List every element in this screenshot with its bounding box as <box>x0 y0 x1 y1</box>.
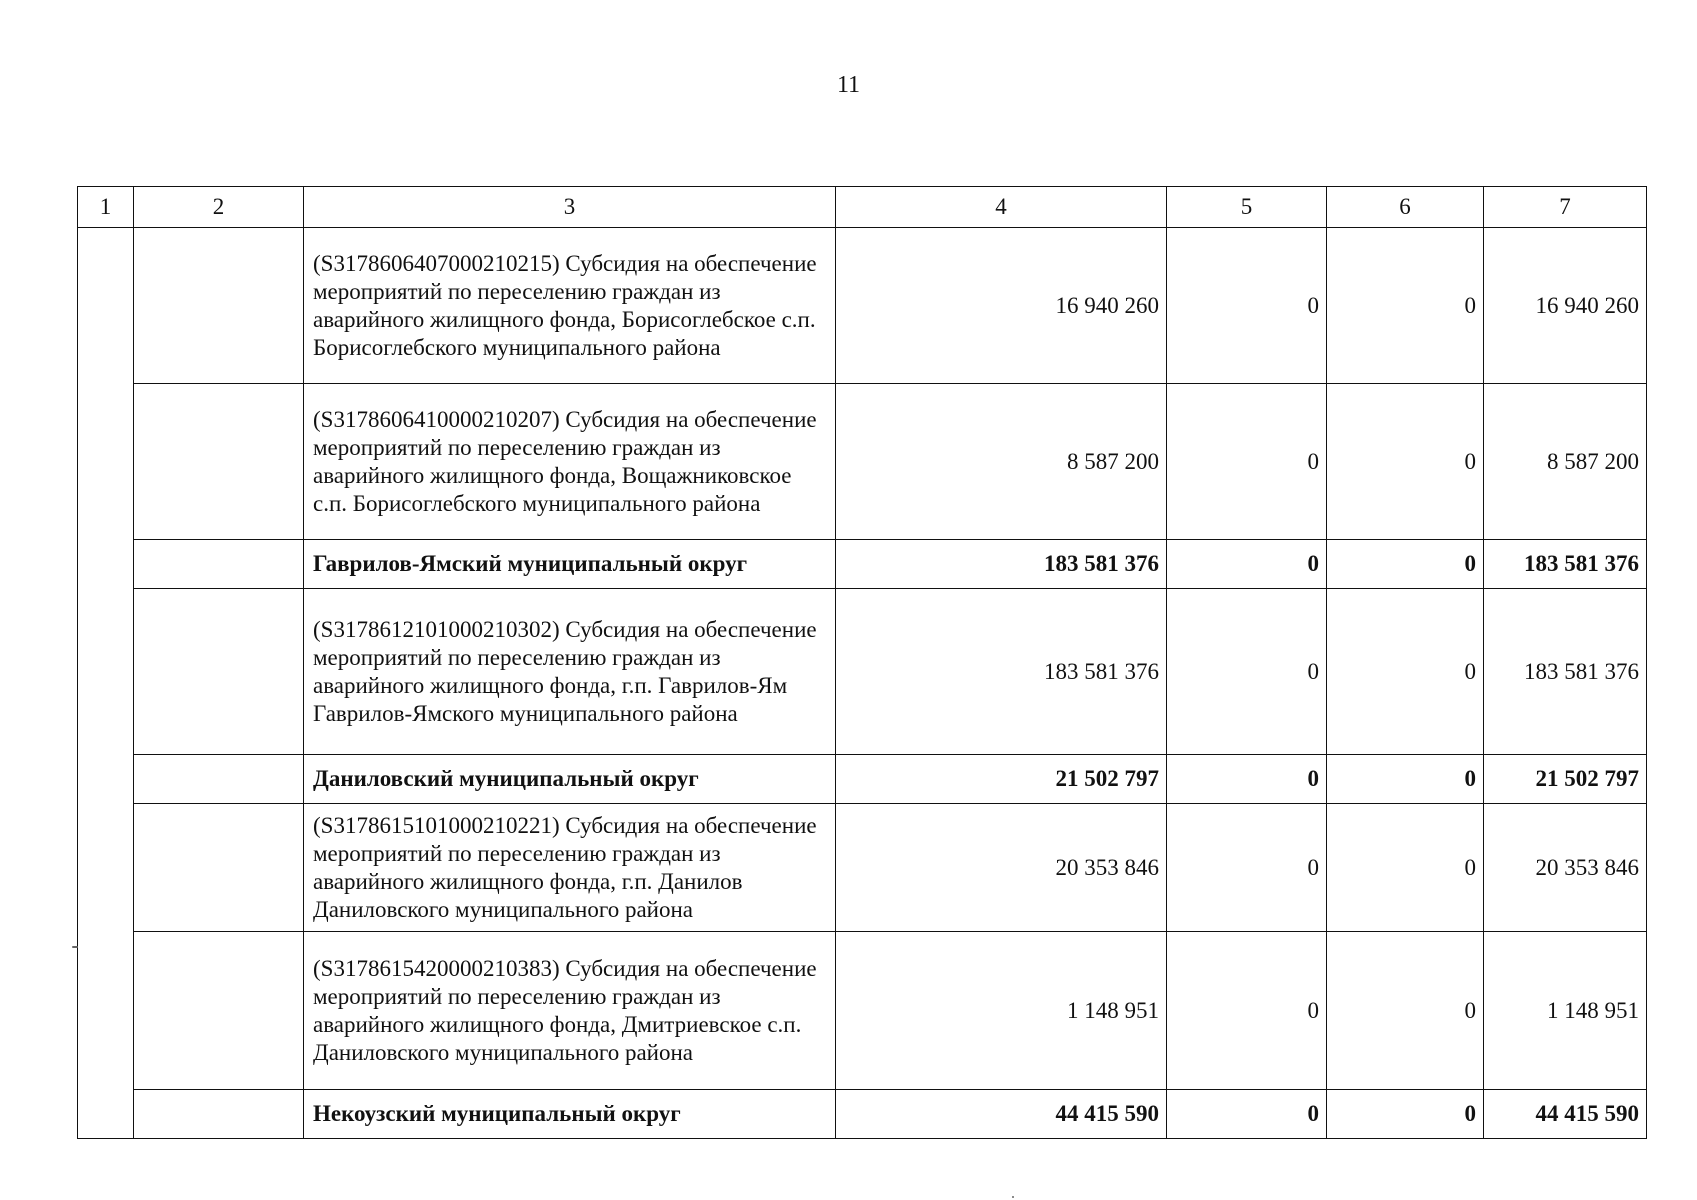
budget-table <box>77 186 1647 1139</box>
table-row <box>78 932 1647 1090</box>
amount-col-5: 0 <box>1167 804 1327 932</box>
code-cell <box>134 384 304 540</box>
amount-col-4: 8 587 200 <box>836 384 1167 540</box>
header-col-5: 5 <box>1167 187 1327 228</box>
table-row <box>78 384 1647 540</box>
amount-col-6: 0 <box>1327 932 1484 1090</box>
table-row <box>78 804 1647 932</box>
amount-col-4: 183 581 376 <box>836 540 1167 589</box>
amount-col-7: 21 502 797 <box>1484 755 1647 804</box>
group-row <box>78 755 1647 804</box>
group-row <box>78 1090 1647 1139</box>
description-cell: (S3178615420000210383) Субсидия на обеспечение мероприятий по переселению граждан из аварийного жилищного фонда, Дмитриевское с.п. Даниловского муниципального района <box>304 932 836 1090</box>
code-cell <box>134 540 304 589</box>
amount-col-6: 0 <box>1327 589 1484 755</box>
row-number-cell <box>78 228 134 1139</box>
amount-col-4: 44 415 590 <box>836 1090 1167 1139</box>
amount-col-7: 183 581 376 <box>1484 589 1647 755</box>
header-col-4: 4 <box>836 187 1167 228</box>
amount-col-5: 0 <box>1167 228 1327 384</box>
description-cell: (S3178606410000210207) Субсидия на обеспечение мероприятий по переселению граждан из аварийного жилищного фонда, Вощажниковское с.п. Борисоглебского муниципального района <box>304 384 836 540</box>
table-row <box>78 589 1647 755</box>
amount-col-5: 0 <box>1167 540 1327 589</box>
table-header <box>78 187 1647 228</box>
group-row <box>78 540 1647 589</box>
amount-col-6: 0 <box>1327 228 1484 384</box>
code-cell <box>134 755 304 804</box>
table-row <box>78 228 1647 384</box>
header-row <box>78 187 1647 228</box>
amount-col-7: 8 587 200 <box>1484 384 1647 540</box>
amount-col-6: 0 <box>1327 540 1484 589</box>
amount-col-5: 0 <box>1167 589 1327 755</box>
amount-col-6: 0 <box>1327 804 1484 932</box>
amount-col-7: 1 148 951 <box>1484 932 1647 1090</box>
scan-speck <box>1012 1196 1014 1198</box>
amount-col-4: 16 940 260 <box>836 228 1167 384</box>
amount-col-6: 0 <box>1327 384 1484 540</box>
amount-col-4: 20 353 846 <box>836 804 1167 932</box>
amount-col-4: 183 581 376 <box>836 589 1167 755</box>
code-cell <box>134 1090 304 1139</box>
group-title: Некоузский муниципальный округ <box>304 1090 836 1139</box>
description-cell: (S3178612101000210302) Субсидия на обеспечение мероприятий по переселению граждан из аварийного жилищного фонда, г.п. Гаврилов-Ям Гаврилов-Ямского муниципального района <box>304 589 836 755</box>
amount-col-5: 0 <box>1167 755 1327 804</box>
code-cell <box>134 804 304 932</box>
amount-col-6: 0 <box>1327 755 1484 804</box>
code-cell <box>134 228 304 384</box>
code-cell <box>134 589 304 755</box>
code-cell <box>134 932 304 1090</box>
page-number: 11 <box>836 72 861 98</box>
amount-col-6: 0 <box>1327 1090 1484 1139</box>
header-col-7: 7 <box>1484 187 1647 228</box>
amount-col-7: 20 353 846 <box>1484 804 1647 932</box>
amount-col-5: 0 <box>1167 932 1327 1090</box>
amount-col-4: 1 148 951 <box>836 932 1167 1090</box>
description-cell: (S3178606407000210215) Субсидия на обеспечение мероприятий по переселению граждан из аварийного жилищного фонда, Борисоглебское с.п. Борисоглебского муниципального района <box>304 228 836 384</box>
group-title: Даниловский муниципальный округ <box>304 755 836 804</box>
header-col-2: 2 <box>134 187 304 228</box>
amount-col-5: 0 <box>1167 384 1327 540</box>
description-cell: (S3178615101000210221) Субсидия на обеспечение мероприятий по переселению граждан из аварийного жилищного фонда, г.п. Данилов Даниловского муниципального района <box>304 804 836 932</box>
scan-speck <box>72 946 78 948</box>
header-col-1: 1 <box>78 187 134 228</box>
group-title: Гаврилов-Ямский муниципальный округ <box>304 540 836 589</box>
header-col-3: 3 <box>304 187 836 228</box>
amount-col-5: 0 <box>1167 1090 1327 1139</box>
header-col-6: 6 <box>1327 187 1484 228</box>
amount-col-7: 183 581 376 <box>1484 540 1647 589</box>
amount-col-7: 16 940 260 <box>1484 228 1647 384</box>
amount-col-7: 44 415 590 <box>1484 1090 1647 1139</box>
amount-col-4: 21 502 797 <box>836 755 1167 804</box>
table-body <box>78 228 1647 1139</box>
